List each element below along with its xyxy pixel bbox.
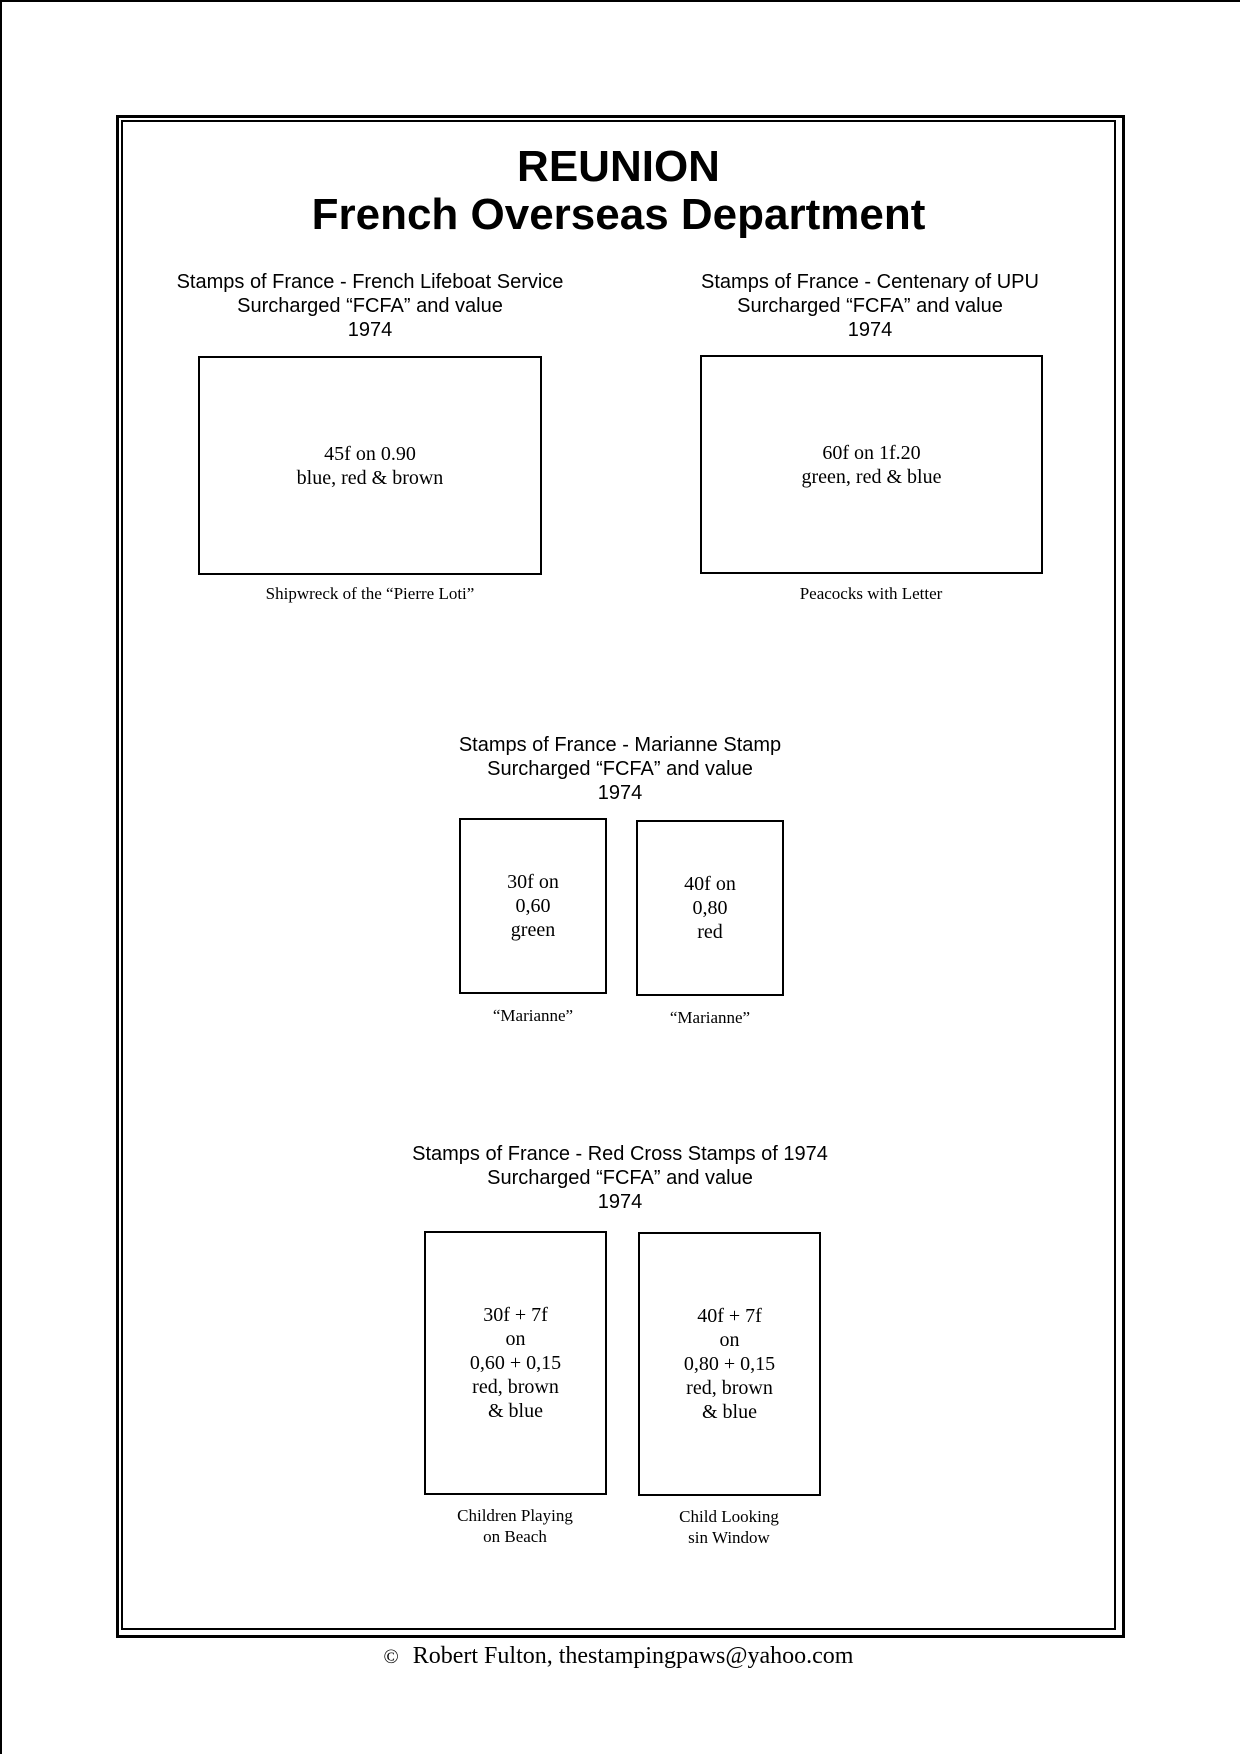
section-heading-line: 1974 (347, 319, 393, 341)
page-title: REUNION (517, 142, 720, 191)
stamp-color: red (697, 921, 723, 943)
stamp-color: & blue (702, 1401, 757, 1423)
footer-text: Robert Fulton, thestampingpaws@yahoo.com (412, 1643, 854, 1669)
page-subtitle: French Overseas Department (311, 190, 926, 239)
stamp-caption-line: “Marianne” (669, 1008, 751, 1027)
stamp-color: green, red & blue (801, 465, 942, 488)
stamp-caption-line: sin Window (688, 1528, 770, 1547)
section-heading-lifeboat (140, 270, 600, 342)
stamp-value: 60f on 1f.20 (822, 441, 921, 464)
stamp-space-marianne-30f (459, 818, 607, 994)
stamp-value: on (505, 1328, 526, 1350)
copyright-icon: © (383, 1646, 399, 1668)
stamp-caption (610, 1007, 810, 1028)
stamp-caption (415, 1505, 615, 1547)
stamp-space-red-cross-40f (638, 1232, 821, 1496)
stamp-space-marianne-40f (636, 820, 784, 996)
footer-credit (121, 1641, 1116, 1672)
section-heading-upu (640, 270, 1100, 342)
album-page-frame-inner (121, 120, 1116, 1630)
stamp-value: 0,60 (515, 895, 551, 917)
stamp-caption-line: Peacocks with Letter (799, 584, 943, 603)
stamp-caption (433, 1005, 633, 1026)
stamp-caption (170, 583, 570, 604)
section-heading-line: Stamps of France - French Lifeboat Service (176, 271, 564, 293)
stamp-value: 0,80 (692, 897, 728, 919)
stamp-value: 30f + 7f (483, 1304, 548, 1326)
stamp-value: on (719, 1329, 740, 1351)
stamp-value: 0,80 + 0,15 (683, 1353, 776, 1375)
stamp-caption-line: “Marianne” (492, 1006, 574, 1025)
stamp-value: 30f on (507, 871, 559, 893)
section-heading-line: Stamps of France - Red Cross Stamps of 1974 (412, 1143, 828, 1165)
stamp-color: blue, red & brown (296, 466, 444, 489)
stamp-space-red-cross-30f (424, 1231, 607, 1495)
section-heading-red-cross (370, 1142, 870, 1214)
page-edge-top (0, 0, 1240, 2)
stamp-color: red, brown (472, 1376, 559, 1398)
stamp-caption-line: on Beach (483, 1527, 547, 1546)
section-heading-line: Surcharged “FCFA” and value (487, 1167, 753, 1189)
stamp-color: & blue (488, 1400, 543, 1422)
stamp-caption (671, 583, 1071, 604)
stamp-caption-line: Children Playing (457, 1506, 573, 1525)
stamp-space-upu (700, 355, 1043, 574)
stamp-color: green (510, 919, 556, 941)
stamp-caption-line: Child Looking (679, 1507, 779, 1526)
stamp-value: 40f + 7f (697, 1305, 762, 1327)
section-heading-line: Surcharged “FCFA” and value (737, 295, 1003, 317)
section-heading-marianne (390, 733, 850, 805)
section-heading-line: 1974 (597, 782, 643, 804)
section-heading-line: Stamps of France - Centenary of UPU (701, 271, 1039, 293)
section-heading-line: Stamps of France - Marianne Stamp (458, 734, 782, 756)
stamp-color: red, brown (686, 1377, 773, 1399)
stamp-caption-line: Shipwreck of the “Pierre Loti” (265, 584, 475, 603)
stamp-value: 0,60 + 0,15 (469, 1352, 562, 1374)
page-edge-left (0, 0, 2, 1754)
stamp-value: 40f on (684, 873, 736, 895)
section-heading-line: Surcharged “FCFA” and value (487, 758, 753, 780)
section-heading-line: 1974 (847, 319, 893, 341)
stamp-caption (629, 1506, 829, 1548)
section-heading-line: Surcharged “FCFA” and value (237, 295, 503, 317)
stamp-space-lifeboat (198, 356, 542, 575)
section-heading-line: 1974 (597, 1191, 643, 1213)
stamp-value: 45f on 0.90 (324, 442, 416, 465)
